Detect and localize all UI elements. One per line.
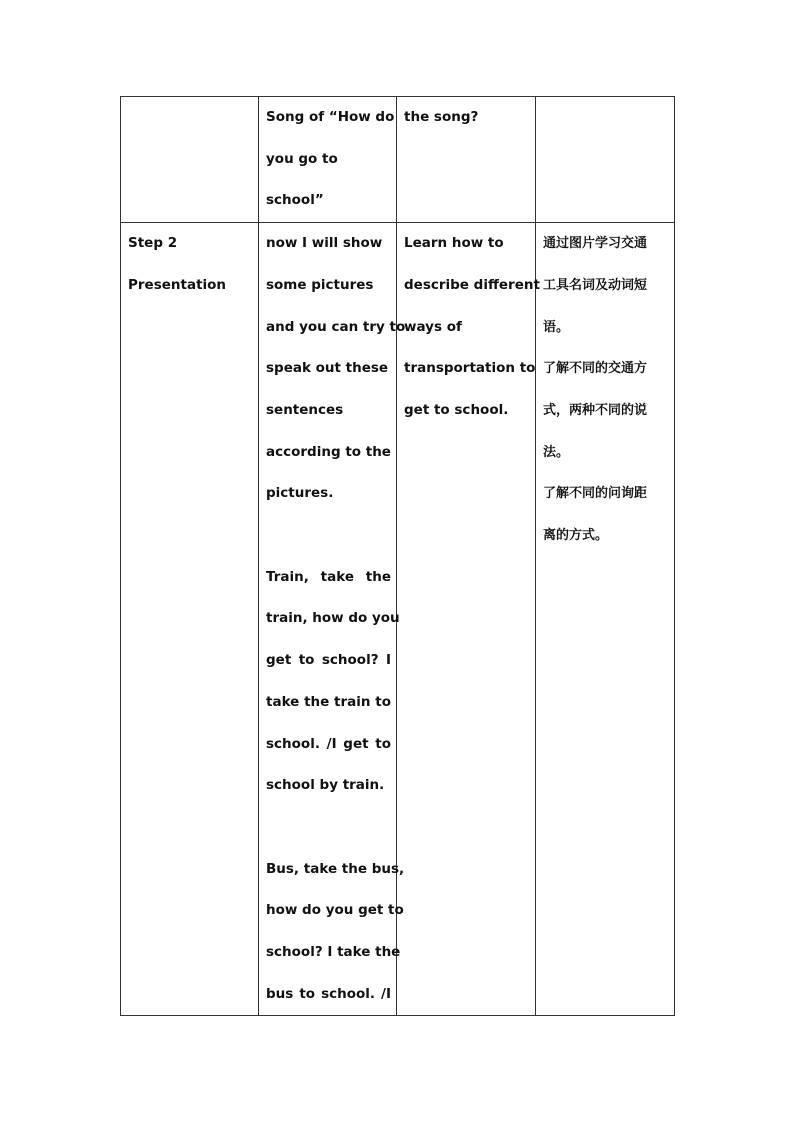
table-row bbox=[121, 97, 675, 223]
text-line: 法。 bbox=[543, 444, 570, 460]
table-row bbox=[121, 223, 675, 1016]
text-line: school? I take the bbox=[266, 944, 401, 961]
text-line: 语。 bbox=[543, 319, 570, 335]
text-line: Learn how to bbox=[404, 235, 504, 252]
text-line: ways of bbox=[404, 318, 462, 335]
text-line: according to the bbox=[266, 443, 391, 460]
text-line: 式，两种不同的说 bbox=[543, 402, 648, 418]
step-cell bbox=[121, 97, 259, 223]
activity-cell bbox=[259, 223, 406, 1016]
text-line: school by train. bbox=[266, 777, 385, 794]
text-line: transportation to bbox=[404, 360, 536, 377]
text-line: some pictures bbox=[266, 276, 374, 293]
purpose-cell bbox=[536, 223, 675, 1016]
step-cell bbox=[121, 223, 259, 1016]
text-line: you go to bbox=[266, 150, 338, 167]
text-line: 离的方式。 bbox=[543, 528, 609, 544]
purpose-cell bbox=[536, 97, 675, 223]
text-line: the song? bbox=[404, 109, 479, 125]
objective-cell bbox=[397, 223, 540, 1016]
text-line: Song of “How do bbox=[266, 109, 395, 125]
text-line: get to school. bbox=[404, 401, 509, 418]
objective-cell bbox=[397, 97, 536, 223]
text-line: pictures. bbox=[266, 485, 334, 502]
blank-line bbox=[266, 515, 391, 557]
text-line: Train, take the bbox=[266, 568, 391, 585]
text-line: take the train to bbox=[266, 693, 391, 710]
text-line: 工具名词及动词短 bbox=[543, 277, 648, 293]
text-line: speak out these bbox=[266, 360, 389, 377]
text-line: now I will show bbox=[266, 235, 383, 252]
lesson-plan-table bbox=[120, 96, 675, 1016]
text-line: describe different bbox=[404, 276, 540, 293]
text-line: 通过图片学习交通 bbox=[543, 236, 648, 252]
text-line: sentences bbox=[266, 401, 344, 418]
text-line: school” bbox=[266, 192, 324, 209]
activity-cell bbox=[259, 97, 397, 223]
text-line: how do you get to bbox=[266, 902, 404, 919]
blank-line bbox=[266, 807, 391, 849]
text-line: 了解不同的交通方 bbox=[543, 361, 648, 377]
text-line: train, how do you bbox=[266, 610, 400, 627]
step-number: Step 2 bbox=[128, 235, 178, 252]
text-line: Bus, take the bus, bbox=[266, 860, 405, 877]
step-title: Presentation bbox=[128, 276, 227, 293]
text-line: 了解不同的问询距 bbox=[543, 486, 648, 502]
text-line: and you can try to bbox=[266, 318, 406, 335]
text-line: bus to school. /I bbox=[266, 985, 391, 1002]
text-line: school. /I get to bbox=[266, 735, 391, 752]
text-line: get to school? I bbox=[266, 652, 391, 669]
